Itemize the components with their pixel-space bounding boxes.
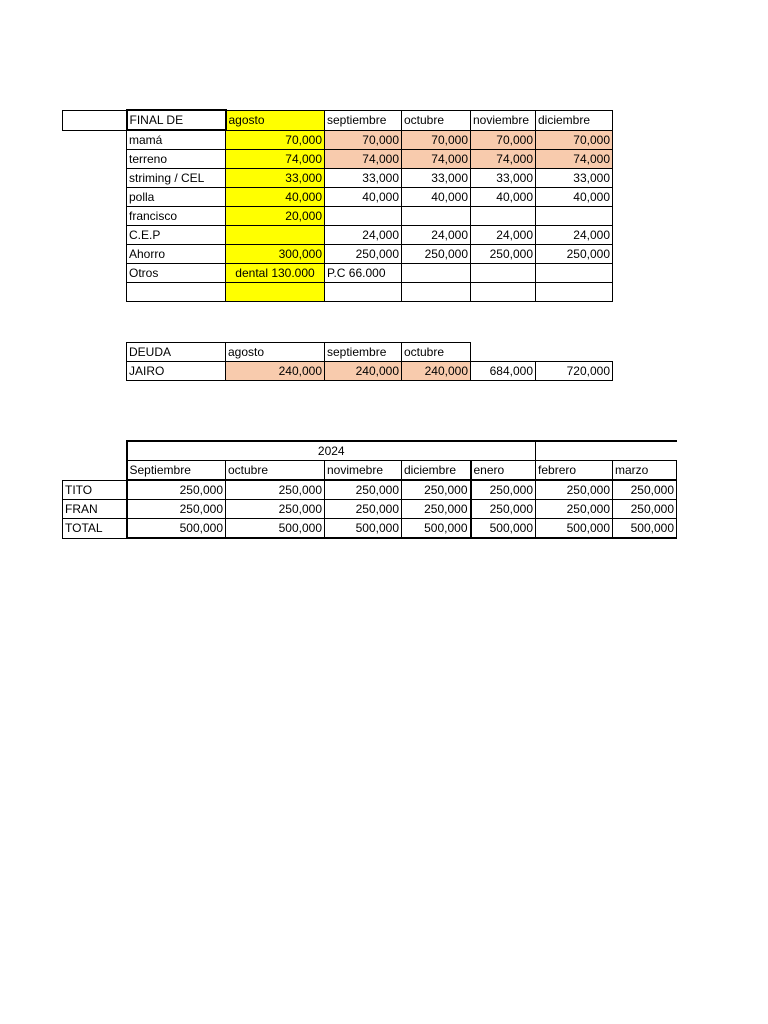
row-ahorro <box>63 245 613 264</box>
cell[interactable]: 250,000 <box>536 500 613 519</box>
cell[interactable]: 33,000 <box>471 169 536 188</box>
cell[interactable]: P.C 66.000 <box>325 264 402 283</box>
row-total <box>63 519 677 539</box>
cell[interactable]: 250,000 <box>325 500 402 519</box>
cell[interactable]: 500,000 <box>402 519 471 539</box>
cell[interactable]: 240,000 <box>226 362 325 381</box>
header-agosto[interactable]: agosto <box>226 110 325 130</box>
header-octubre[interactable]: octubre <box>402 110 471 130</box>
cell[interactable]: 250,000 <box>402 480 471 500</box>
row-label[interactable]: FRAN <box>63 500 127 519</box>
cell[interactable]: 500,000 <box>536 519 613 539</box>
month-header[interactable]: novimebre <box>325 461 402 481</box>
cell[interactable] <box>536 283 613 302</box>
row-label[interactable]: Ahorro <box>127 245 226 264</box>
cell[interactable]: 74,000 <box>226 150 325 169</box>
cell[interactable]: 250,000 <box>536 245 613 264</box>
budget-table <box>62 109 613 302</box>
row-fran <box>63 500 677 519</box>
cell[interactable]: 20,000 <box>226 207 325 226</box>
cell[interactable] <box>127 283 226 302</box>
row-tito <box>63 480 677 500</box>
row-label[interactable]: francisco <box>127 207 226 226</box>
cell[interactable]: 40,000 <box>226 188 325 207</box>
cell[interactable]: 240,000 <box>402 362 471 381</box>
cell[interactable] <box>536 264 613 283</box>
debt-header-row <box>127 343 613 362</box>
cell[interactable]: 24,000 <box>325 226 402 245</box>
cell[interactable]: 250,000 <box>226 500 325 519</box>
cell[interactable] <box>402 207 471 226</box>
row-otros <box>63 264 613 283</box>
cell[interactable]: 40,000 <box>402 188 471 207</box>
cell[interactable]: 250,000 <box>471 245 536 264</box>
row-label[interactable]: JAIRO <box>127 362 226 381</box>
cell[interactable]: 250,000 <box>127 480 226 500</box>
row-polla <box>63 188 613 207</box>
cell[interactable] <box>536 207 613 226</box>
cell[interactable]: 720,000 <box>536 362 613 381</box>
row-label[interactable]: striming / CEL <box>127 169 226 188</box>
debt-table <box>126 342 613 381</box>
cell[interactable]: 500,000 <box>325 519 402 539</box>
header-septiembre[interactable]: septiembre <box>325 343 402 362</box>
cell[interactable]: 250,000 <box>536 480 613 500</box>
budget-header-row <box>63 110 613 130</box>
row-jairo <box>127 362 613 381</box>
cell[interactable]: 33,000 <box>536 169 613 188</box>
month-header[interactable]: Septiembre <box>127 461 226 481</box>
header-diciembre[interactable]: diciembre <box>536 110 613 130</box>
row-label[interactable]: C.E.P <box>127 226 226 245</box>
cell[interactable]: 74,000 <box>402 150 471 169</box>
row-label[interactable]: TOTAL <box>63 519 127 539</box>
cell[interactable]: 250,000 <box>471 500 536 519</box>
cell[interactable]: 250,000 <box>402 245 471 264</box>
row-francisco <box>63 207 613 226</box>
cell[interactable]: 500,000 <box>127 519 226 539</box>
month-header[interactable]: febrero <box>536 461 613 481</box>
cell[interactable]: 250,000 <box>471 480 536 500</box>
cell[interactable]: 70,000 <box>536 130 613 150</box>
month-header[interactable]: enero <box>471 461 536 481</box>
row-label[interactable]: terreno <box>127 150 226 169</box>
header-septiembre[interactable]: septiembre <box>325 110 402 130</box>
cell[interactable]: 250,000 <box>226 480 325 500</box>
cell[interactable]: 240,000 <box>325 362 402 381</box>
cell[interactable]: 40,000 <box>325 188 402 207</box>
cell[interactable] <box>402 264 471 283</box>
row-terreno <box>63 150 613 169</box>
cell[interactable]: 74,000 <box>471 150 536 169</box>
row-mama <box>63 130 613 150</box>
row-striming <box>63 169 613 188</box>
row-cep <box>63 226 613 245</box>
cell[interactable] <box>471 283 536 302</box>
cell[interactable]: 24,000 <box>402 226 471 245</box>
cell[interactable]: 250,000 <box>325 480 402 500</box>
cell[interactable]: 33,000 <box>402 169 471 188</box>
cell[interactable]: 74,000 <box>536 150 613 169</box>
cell[interactable]: 250,000 <box>325 245 402 264</box>
cell[interactable] <box>471 207 536 226</box>
year-row <box>63 441 677 461</box>
cell[interactable]: 40,000 <box>536 188 613 207</box>
header-octubre[interactable]: octubre <box>402 343 471 362</box>
cell[interactable]: 250,000 <box>613 480 677 500</box>
cell[interactable]: 500,000 <box>471 519 536 539</box>
months-row <box>63 461 677 481</box>
cell[interactable]: 33,000 <box>226 169 325 188</box>
row-label[interactable]: polla <box>127 188 226 207</box>
cell[interactable]: dental 130.000 <box>226 264 325 283</box>
empty-cell[interactable] <box>63 110 127 130</box>
cell[interactable] <box>226 283 325 302</box>
cell[interactable]: 250,000 <box>613 500 677 519</box>
next-year-header[interactable] <box>536 441 677 461</box>
cell[interactable]: 70,000 <box>471 130 536 150</box>
cell[interactable]: 300,000 <box>226 245 325 264</box>
cell[interactable]: 250,000 <box>402 500 471 519</box>
row-label[interactable]: TITO <box>63 480 127 500</box>
row-empty <box>63 283 613 302</box>
month-header[interactable]: marzo <box>613 461 677 481</box>
cell[interactable]: 74,000 <box>325 150 402 169</box>
month-header[interactable]: octubre <box>226 461 325 481</box>
row-label[interactable]: Otros <box>127 264 226 283</box>
row-label[interactable]: mamá <box>127 130 226 150</box>
cell[interactable]: 70,000 <box>226 130 325 150</box>
header-agosto[interactable]: agosto <box>226 343 325 362</box>
cell[interactable] <box>226 226 325 245</box>
cell[interactable]: 33,000 <box>325 169 402 188</box>
cell[interactable]: 40,000 <box>471 188 536 207</box>
cell[interactable] <box>325 207 402 226</box>
payment-table <box>62 440 677 539</box>
cell[interactable]: 500,000 <box>613 519 677 539</box>
cell[interactable]: 24,000 <box>471 226 536 245</box>
month-header[interactable]: diciembre <box>402 461 471 481</box>
header-final-de[interactable]: FINAL DE <box>127 110 226 130</box>
cell[interactable]: 70,000 <box>402 130 471 150</box>
cell[interactable]: 70,000 <box>325 130 402 150</box>
cell[interactable]: 684,000 <box>471 362 536 381</box>
cell[interactable] <box>325 283 402 302</box>
header-deuda[interactable]: DEUDA <box>127 343 226 362</box>
header-noviembre[interactable]: noviembre <box>471 110 536 130</box>
cell[interactable]: 250,000 <box>127 500 226 519</box>
cell[interactable] <box>471 264 536 283</box>
cell[interactable]: 500,000 <box>226 519 325 539</box>
cell[interactable] <box>402 283 471 302</box>
year-header[interactable]: 2024 <box>127 441 536 461</box>
cell[interactable]: 24,000 <box>536 226 613 245</box>
